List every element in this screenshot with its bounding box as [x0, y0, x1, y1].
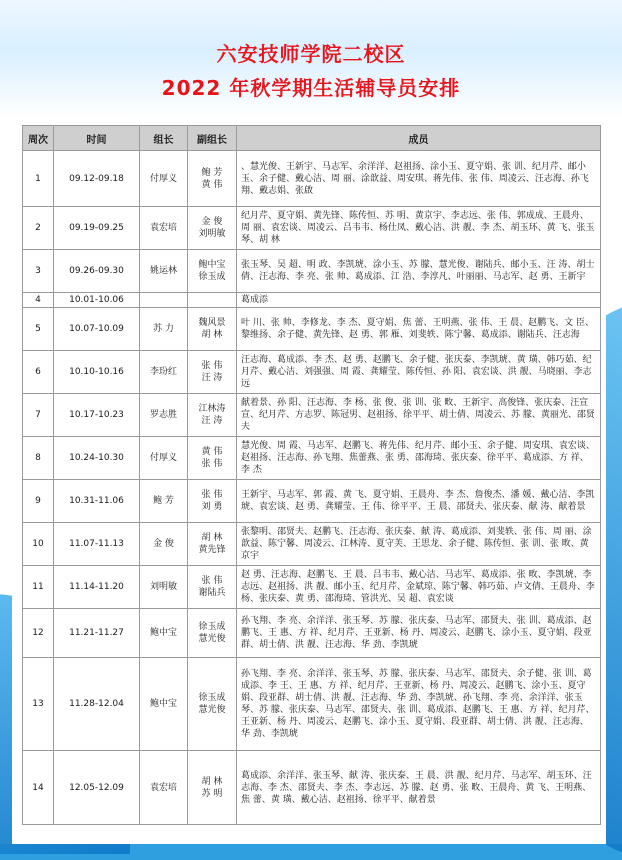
cell-members	[237, 751, 601, 825]
cell-week	[23, 351, 54, 394]
cell-deputy	[188, 523, 237, 566]
cell-leader-text: 鲍中宝	[149, 699, 177, 709]
table-body	[23, 151, 601, 825]
cell-time-text: 10.10-10.16	[69, 367, 124, 377]
cell-week	[23, 308, 54, 351]
cell-members	[237, 437, 601, 480]
cell-members-text: 叶 川、张 帅、李修龙、李 杰、夏守娟、焦 蕾、王明燕、张 伟、王 晨、赵鹏飞、文 臣、黎维扬、余子健、黄先锋、赵 勇、郭 雁、刘斐轶、陈宁馨、葛成添、谢陆兵、汪志海	[241, 318, 595, 340]
cell-members	[237, 658, 601, 751]
cell-week	[23, 658, 54, 751]
cell-time-text: 10.17-10.23	[69, 410, 124, 420]
cell-members-text: 慧光俊、周 霞、马志军、赵鹏飞、蒋先伟、纪月芹、邮小玉、余子健、周安琪、袁宏谈、赵祖扬、汪志海、孙飞翔、焦蕾燕、张 勇、邵海琦、张庆泰、徐平平、葛成添、方 祥、李 杰	[241, 441, 595, 475]
cell-members-text: 王新宇、马志军、郭 霞、黄 飞、夏守娟、王晨舟、李 杰、詹俊杰、潘 媛、戴心洁、李凯琥、袁宏谈、赵 勇、龚耀莹、王 伟、徐平平、王 晨、邵贤夫、张庆泰、献 涛、献着景	[241, 490, 595, 512]
cell-time	[54, 480, 140, 523]
cell-time	[54, 151, 140, 207]
cell-members	[237, 566, 601, 609]
cell-week	[23, 523, 54, 566]
cell-week-text: 5	[35, 324, 41, 334]
cell-members-text: 张玉琴、吴 超、明 政、李凯琥、涂小玉、苏 朦、慧光俊、谢陆兵、邮小玉、汪 涛、胡士倩、汪志海、李 亮、张 帅、葛成添、江 浩、李淳凡、叶丽丽、马志军、赵 勇、王新宇	[241, 260, 595, 282]
cell-leader	[140, 609, 188, 658]
table-row	[23, 293, 601, 308]
cell-week	[23, 293, 54, 308]
cell-deputy	[188, 394, 237, 437]
cell-time	[54, 207, 140, 250]
table-row	[23, 751, 601, 825]
cell-week-text: 14	[32, 782, 44, 793]
cell-time-text: 10.24-10.30	[69, 453, 124, 463]
cell-time	[54, 566, 140, 609]
table-row	[23, 308, 601, 351]
header-week: 周次	[23, 126, 54, 151]
header-leader: 组长	[140, 126, 188, 151]
cell-members-text: 张黎明、邵贤夫、赵鹏飞、汪志海、张庆泰、献 涛、葛成添、刘斐轶、张 伟、周 丽、涂歆益、陈宁馨、周凌云、江林涛、夏守芙、王思龙、余子健、陈传恒、张 训、张 畋、黄京宇	[241, 527, 592, 561]
cell-deputy	[188, 308, 237, 351]
cell-members	[237, 293, 601, 308]
cell-time-text: 10.01-10.06	[69, 295, 124, 305]
cell-week	[23, 609, 54, 658]
table-row	[23, 566, 601, 609]
cell-members	[237, 523, 601, 566]
cell-time-text: 12.05-12.09	[69, 782, 124, 793]
cell-deputy	[188, 437, 237, 480]
table-row	[23, 658, 601, 751]
cell-leader-text: 姚运林	[149, 266, 177, 276]
table-row	[23, 437, 601, 480]
cell-members-text: 葛成添	[241, 295, 269, 305]
cell-time	[54, 437, 140, 480]
cell-leader	[140, 751, 188, 825]
cell-leader-text: 付厚义	[149, 173, 177, 184]
cell-week	[23, 566, 54, 609]
cell-time-text: 10.31-11.06	[69, 496, 124, 506]
cell-deputy-text: 魏风景 胡 林	[198, 318, 226, 340]
cell-leader	[140, 566, 188, 609]
cell-deputy-text: 徐玉成 慧光俊	[198, 693, 226, 715]
cell-week-text: 2	[35, 223, 41, 233]
cell-deputy	[188, 207, 237, 250]
cell-week	[23, 207, 54, 250]
cell-members-text: 孙飞翔、李 亮、余洋洋、张玉琴、苏 朦、张庆泰、马志军、邵贤夫、余子健、张 训、葛成添、李 王、王 惠、方 祥、纪月芹、王亚新、杨 丹、周凌云、赵鹏飞、涂小玉、夏守娟、段亚群、胡士倩、洪 靓、汪志海、华 劲、李凯琥、孙飞翔、李 亮、余洋洋、张玉琴、苏 朦、张庆泰、马志军、邵贤夫、张 训、葛成添、赵鹏飞、王 惠、方 祥、纪月芹、王亚新、杨 丹、周凌云、赵鹏飞、涂小玉、夏守娟、段亚群、胡士倩、洪 靓、汪志海、华 劲、李凯琥	[241, 669, 595, 739]
cell-leader-text: 袁宏培	[149, 782, 177, 793]
cell-leader	[140, 293, 188, 308]
cell-week	[23, 437, 54, 480]
cell-time	[54, 609, 140, 658]
table-row	[23, 207, 601, 250]
cell-week-text: 11	[32, 582, 44, 592]
cell-week-text: 1	[35, 173, 41, 184]
cell-deputy-text: 张 伟 谢陆兵	[198, 576, 226, 598]
table-row	[23, 523, 601, 566]
cell-leader	[140, 523, 188, 566]
cell-week-text: 7	[35, 410, 41, 420]
cell-deputy	[188, 609, 237, 658]
table-row	[23, 609, 601, 658]
cell-week	[23, 151, 54, 207]
header-time: 时间	[54, 126, 140, 151]
cell-week-text: 3	[35, 266, 41, 276]
table-row	[23, 151, 601, 207]
cell-time-text: 11.14-11.20	[69, 582, 124, 592]
cell-deputy-text: 张 伟 汪 涛	[201, 361, 223, 383]
cell-leader	[140, 207, 188, 250]
cell-time-text: 10.07-10.09	[69, 324, 124, 334]
cell-leader-text: 金 俊	[153, 539, 174, 549]
cell-week-text: 9	[35, 496, 41, 506]
cell-members-text: 、慧光俊、王新宇、马志军、余洋洋、赵祖扬、涂小玉、夏守娟、张 训、纪月芹、邮小玉、余子健、戴心洁、周 丽、涂歆益、周安琪、蒋先伟、张 伟、周凌云、汪志海、孙飞翔、戴志娟、张啟	[241, 161, 589, 196]
cell-time-text: 09.26-09.30	[69, 266, 124, 276]
table-row	[23, 480, 601, 523]
cell-leader-text: 鲍 芳	[153, 496, 174, 506]
cell-members	[237, 351, 601, 394]
cell-leader	[140, 437, 188, 480]
cell-time	[54, 308, 140, 351]
cell-deputy	[188, 293, 237, 308]
cell-deputy-text: 徐玉成 慧光俊	[198, 622, 226, 644]
cell-leader	[140, 480, 188, 523]
cell-time	[54, 394, 140, 437]
cell-time-text: 11.07-11.13	[69, 539, 124, 549]
cell-members	[237, 207, 601, 250]
cell-leader	[140, 151, 188, 207]
cell-time	[54, 658, 140, 751]
table-row	[23, 351, 601, 394]
cell-week	[23, 394, 54, 437]
cell-members-text: 献着景、孙 阳、汪志海、李 杨、张 俊、张 训、张 畋、王新宇、高俊锋、张庆泰、汪宣宣、纪月芹、方志罗、陈冠男、赵祖扬、徐平平、胡士倩、周凌云、苏 朦、黄丽光、邵贤夫	[241, 398, 595, 432]
cell-deputy-text: 胡 林 苏 明	[201, 776, 223, 799]
cell-leader-text: 苏 力	[153, 324, 174, 334]
cell-leader	[140, 250, 188, 293]
cell-members	[237, 250, 601, 293]
cell-members-text: 葛成添、余洋洋、张玉琴、献 涛、张庆泰、王 晨、洪 靓、纪月芹、马志军、胡玉环、汪志海、李 杰、邵贤夫、李 杰、李志远、苏 朦、赵 勇、张 畋、王晨舟、黄 飞、王明燕、焦 蕾、黄 璜、戴心洁、赵祖扬、徐平平、献着景	[241, 770, 592, 805]
cell-time	[54, 250, 140, 293]
cell-week-text: 8	[35, 453, 41, 463]
cell-leader-text: 袁宏培	[149, 223, 177, 233]
cell-members-text: 汪志海、葛成添、李 杰、赵 勇、赵鹏飞、余子健、张庆泰、李凯琥、黄 璜、韩巧茹、纪月芹、戴心洁、刘强强、周 霞、龚耀莹、陈传恒、孙 阳、袁宏谈、洪 靓、马晓丽、李志远	[241, 355, 592, 389]
cell-week-text: 12	[32, 628, 44, 638]
cell-members	[237, 609, 601, 658]
cell-deputy	[188, 658, 237, 751]
cell-time	[54, 351, 140, 394]
cell-members	[237, 394, 601, 437]
cell-deputy	[188, 351, 237, 394]
cell-week-text: 13	[32, 699, 44, 709]
cell-time-text: 09.12-09.18	[69, 173, 124, 184]
cell-leader	[140, 394, 188, 437]
cell-time-text: 09.19-09.25	[69, 223, 124, 233]
cell-time-text: 11.28-12.04	[69, 699, 124, 709]
cell-week-text: 6	[35, 367, 41, 377]
cell-deputy	[188, 151, 237, 207]
cell-leader-text: 刘明敏	[149, 582, 177, 592]
cell-members-text: 纪月芹、夏守娟、黄先锋、陈传恒、苏 明、黄京宇、李志远、张 伟、郭成成、王晨舟、周 丽、袁宏谈、周凌云、吕韦韦、杨仕凤、戴心洁、洪 靓、李 杰、胡玉环、黄 飞、张玉琴、胡 林	[241, 211, 595, 245]
cell-members	[237, 308, 601, 351]
cell-deputy-text: 张 伟 刘 勇	[201, 490, 223, 512]
cell-deputy-text: 鲍 芳 黄 伟	[201, 167, 223, 190]
cell-deputy	[188, 566, 237, 609]
page-subtitle: 2022 年秋学期生活辅导员安排	[161, 76, 461, 100]
cell-members	[237, 480, 601, 523]
cell-leader	[140, 658, 188, 751]
table-row	[23, 250, 601, 293]
cell-members	[237, 151, 601, 207]
cell-time	[54, 751, 140, 825]
cell-deputy-text: 胡 林 黄先锋	[198, 533, 226, 555]
cell-week	[23, 480, 54, 523]
cell-deputy-text: 金 俊 刘明敏	[198, 217, 226, 239]
cell-week-text: 10	[32, 539, 44, 549]
cell-deputy-text: 江林涛 汪 涛	[198, 404, 226, 426]
cell-week-text: 4	[35, 295, 41, 305]
cell-deputy	[188, 480, 237, 523]
header-members: 成员	[237, 126, 601, 151]
header-deputy: 副组长	[188, 126, 237, 151]
cell-deputy-text: 黄 伟 张 伟	[201, 447, 223, 469]
cell-leader-text: 付厚义	[149, 453, 177, 463]
cell-leader-text: 李玢红	[149, 367, 177, 377]
page-title: 六安技师学院二校区	[216, 42, 406, 66]
table-header-row	[23, 126, 601, 151]
cell-week	[23, 751, 54, 825]
cell-members-text: 赵 勇、汪志海、赵鹏飞、王 晨、吕韦韦、戴心洁、马志军、葛成添、张 畋、李凯琥、李志远、赵祖扬、洪 靓、邮小玉、纪月芹、金斌琼、陈宁馨、韩巧茹、卢文倩、王晨舟、李 杨、张庆泰、黄 勇、邵海琦、管洪光、吴 超、袁宏谈	[241, 570, 595, 604]
cell-leader-text: 鲍中宝	[149, 628, 177, 638]
table-row	[23, 394, 601, 437]
cell-time	[54, 523, 140, 566]
cell-deputy-text: 鲍中宝 徐玉成	[198, 260, 226, 282]
cell-deputy	[188, 250, 237, 293]
schedule-table	[22, 125, 601, 825]
cell-leader	[140, 351, 188, 394]
cell-deputy	[188, 751, 237, 825]
cell-leader-text: 罗志胜	[149, 410, 177, 420]
cell-time-text: 11.21-11.27	[69, 628, 124, 638]
cell-members-text: 孙飞翔、李 亮、余洋洋、张玉琴、苏 朦、张庆泰、马志军、邵贤夫、张 训、葛成添、赵鹏飞、王 惠、方 祥、纪月芹、王亚新、杨 丹、周凌云、赵鹏飞、涂小玉、夏守娟、段亚群、胡士倩、洪 靓、汪志海、华 劲、李凯琥	[241, 616, 592, 650]
cell-time	[54, 293, 140, 308]
cell-leader	[140, 308, 188, 351]
cell-week	[23, 250, 54, 293]
